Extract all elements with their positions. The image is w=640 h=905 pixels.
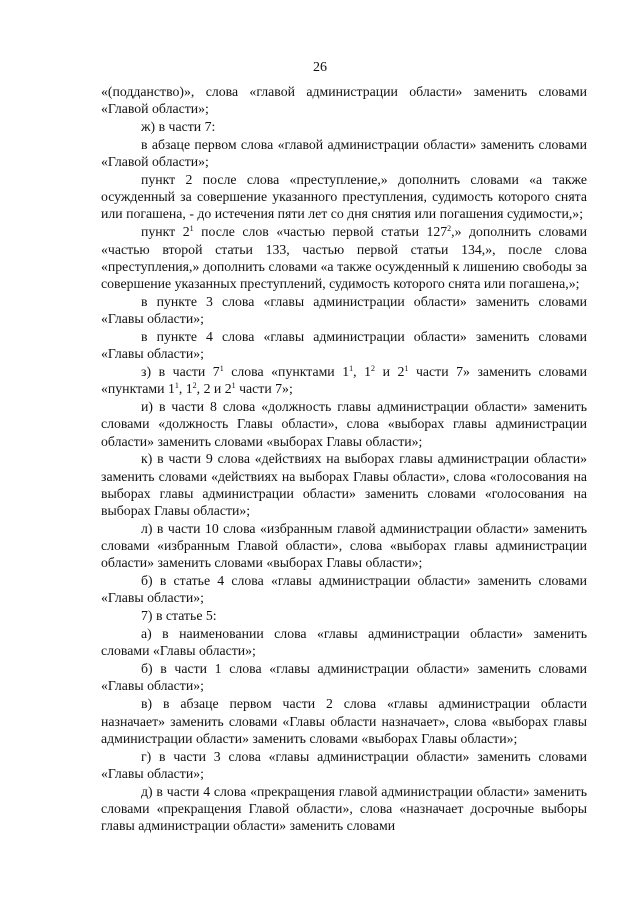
superscript-index: 1 [349,364,354,374]
amendment-paragraph: пункт 2 после слова «преступление,» дополнить словами «а также осужденный за совершение указанного преступления, судимость которого снята или погашена, - до истечения пяти лет со дня снятия или погашения судимости,»; [101,172,587,222]
amendment-paragraph: г) в части 3 слова «главы администрации области» заменить словами «Главы области»; [101,748,587,781]
superscript-index: 2 [371,364,376,374]
paragraph-text-run: слова «пунктами 1 [223,364,350,380]
paragraph-text-run: , 1 [353,364,372,380]
superscript-index: 1 [219,364,224,374]
paragraph-text-run: после слов «частью первой статьи 127 [193,224,448,240]
paragraph-text-run: части 7» заменить словами «пунктами 1 [101,364,588,397]
amendment-paragraph: д) в части 4 слова «прекращения главой администрации области» заменить словами «прекращения Главой области», слова «назначает досрочные выборы главы администрации области» заменить словами [101,783,587,834]
amendment-paragraph: в пункте 4 слова «главы администрации области» заменить словами «Главы области»; [101,328,587,362]
paragraph-text-run: ,» дополнить словами «частью второй статьи 133, частью первой статьи 134,», после слова «преступления,» дополнить словами «а также осужденный к лишению свободы за совершение указанных преступлений, судимость которого снята или погашена,»; [101,224,587,291]
superscript-index: 1 [231,381,236,391]
paragraph-text-run: з) в части 7 [141,364,220,380]
superscript-index: 1 [189,224,194,234]
amendment-paragraph: л) в части 10 слова «избранным главой администрации области» заменить словами «избранным Главой области», слова «выборах главы администрации области» заменить словами «выборах Главы области»; [101,520,587,571]
amendment-paragraph: в абзаце первом слова «главой администрации области» заменить словами «Главой области»; [101,137,587,170]
amendment-paragraph: к) в части 9 слова «действиях на выборах главы администрации области» заменить словами «действиях на выборах Главы области», слова «голосования на выборах главы администрации области» заменить словами «голосования на выборах Главы области»; [101,451,587,518]
paragraph-text-run: части 7»; [235,381,293,397]
paragraph-text-run: и 2 [375,364,405,380]
amendment-paragraph: а) в наименовании слова «главы администрации области» заменить словами «Главы области»; [101,626,587,659]
superscript-index: 2 [447,224,452,234]
amendment-paragraph: и) в части 8 слова «должность главы администрации области» заменить словами «должность Главы области», слова «выборах главы администрации области» заменить словами «выборах Главы области»; [101,399,587,449]
paragraph-text-run: , 2 и 2 [196,381,232,397]
superscript-index: 2 [192,381,197,391]
amendment-paragraph: 7) в статье 5: [141,608,217,624]
document-body [101,83,587,835]
page-number: 26 [313,60,327,75]
amendment-paragraph: б) в части 1 слова «главы администрации области» заменить словами «Главы области»; [101,661,587,694]
amendment-paragraph [101,223,587,292]
amendment-paragraph: ж) в части 7: [141,119,216,135]
amendment-paragraph: в пункте 3 слова «главы администрации области» заменить словами «Главы области»; [101,293,587,327]
paragraph-text-run: , 1 [178,381,193,397]
amendment-paragraph: «(подданство)», слова «главой администрации области» заменить словами «Главой области»; [101,84,587,117]
amendment-paragraph [101,363,587,397]
amendment-paragraph: в) в абзаце первом части 2 слова «главы администрации области назначает» заменить словами «Главы области назначает», слова «выборах главы администрации области» заменить словами «выборах Главы области»; [101,696,587,746]
paragraph-text-run: пункт 2 [141,224,190,240]
superscript-index: 1 [174,381,179,391]
amendment-paragraph: б) в статье 4 слова «главы администрации области» заменить словами «Главы области»; [101,573,587,606]
superscript-index: 1 [404,364,409,374]
